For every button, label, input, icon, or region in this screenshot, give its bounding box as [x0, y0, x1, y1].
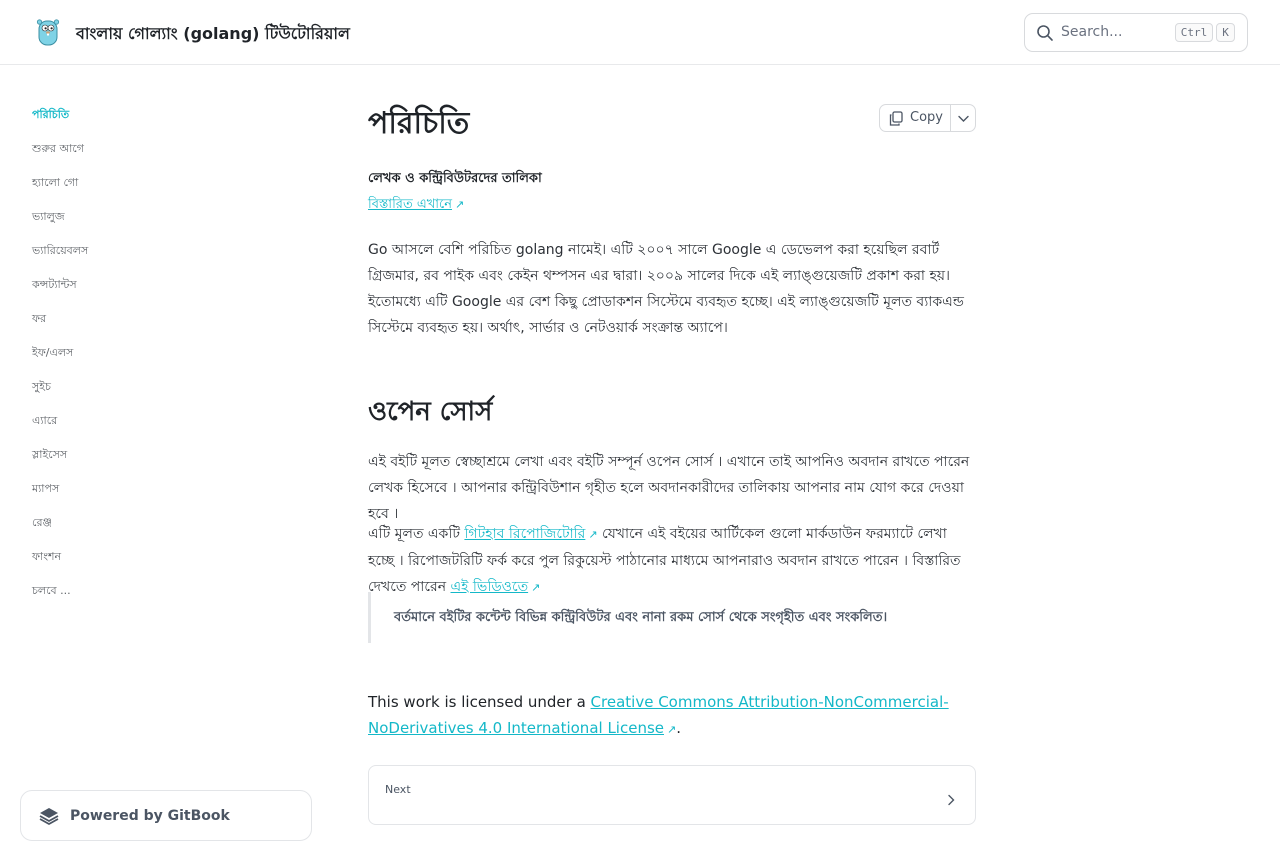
sidebar-item-function[interactable]: ফাংশন [32, 550, 62, 563]
chevron-down-icon[interactable] [957, 112, 970, 125]
copy-divider [950, 105, 951, 131]
sidebar-item-maps[interactable]: ম্যাপস [32, 482, 60, 495]
license-paragraph [368, 689, 976, 743]
authors-heading: লেখক ও কন্ট্রিবিউটরদের তালিকা [368, 171, 542, 186]
repo-text-pre: এটি মূলত একটি [368, 526, 465, 542]
powered-by-label: Powered by GitBook [70, 808, 230, 824]
search-icon [1036, 24, 1054, 42]
repo-text-mid: যেখানে এই বইয়ের আর্টিকেল গুলো মার্কডাউন ফরম্যাটে লেখা হচ্ছে । রিপোজটরিটি ফর্ক করে পুল রিকুয়েস্ট পাঠানোর মাধ্যমে আপনারাও অবদান রাখতে পারেন । বিস্তারিত দেখতে পারেন [368, 526, 961, 595]
license-text-pre: This work is licensed under a [368, 693, 591, 711]
site-title[interactable]: বাংলায় গোল্যাং (golang) টিউটোরিয়াল [76, 24, 350, 43]
sidebar-nav [0, 65, 336, 824]
sidebar-item-values[interactable]: ভ্যালুজ [32, 210, 65, 223]
sidebar-item-range[interactable]: রেঞ্জ [32, 516, 52, 529]
top-header [0, 0, 1280, 65]
shortcut-key-k: K [1216, 23, 1235, 42]
github-repo-link[interactable]: গিটহাব রিপোজিটোরি [464, 526, 586, 542]
intro-paragraph: Go আসলে বেশি পরিচিত golang নামেই। এটি ২০০৭ সালে Google এ ডেভেলপ করা হয়েছিল রবার্ট গ্রিজমার, রব পাইক এবং কেইন থম্পসন এর দ্বারা। ২০০৯ সালের দিকে এই ল্যাঙ্গুয়েজটি প্রকাশ করা হয়। ইতোমধ্যে এটি Google এর বেশ কিছু প্রোডাকশন সিস্টেমে ব্যবহৃত হচ্ছে। এই ল্যাঙ্গুয়েজটি মূলত ব্যাকএন্ড সিস্টেমে ব্যবহৃত হয়। অর্থাৎ, সার্ভার ও নেটওয়ার্ক সংক্রান্ত অ্যাপে। [368, 242, 964, 336]
sidebar-item-variables[interactable]: ভ্যারিয়েবলস [32, 244, 89, 257]
powered-by-gitbook[interactable] [20, 790, 312, 841]
external-link-icon: ↗ [455, 198, 465, 211]
chevron-right-icon [945, 794, 957, 806]
gopher-logo-icon[interactable] [36, 17, 60, 47]
repo-paragraph [368, 521, 976, 601]
copy-page-button[interactable] [879, 104, 976, 132]
search-placeholder: Search... [1061, 24, 1123, 40]
sidebar-item-array[interactable]: এ্যারে [32, 414, 58, 427]
sidebar-item-before-start[interactable]: শুরুর আগে [32, 142, 84, 155]
sidebar-item-hello-go[interactable]: হ্যালো গো [32, 176, 79, 189]
details-link-wrapper [368, 195, 464, 216]
sidebar-item-if-else[interactable]: ইফ/এলস [32, 346, 74, 359]
next-page-card[interactable] [368, 765, 976, 825]
open-source-heading: ওপেন সোর্স [368, 397, 493, 427]
sidebar-item-slices[interactable]: স্লাইসেস [32, 448, 68, 461]
details-link[interactable]: বিস্তারিত এখানে [368, 197, 453, 212]
next-label: Next [385, 783, 411, 796]
open-source-paragraph: এই বইটি মূলত স্বেচ্ছাশ্রমে লেখা এবং বইটি সম্পূর্ন ওপেন সোর্স । এখানে তাই আপনিও অবদান রাখতে পারেন লেখক হিসেবে । আপনার কন্ট্রিবিউশান গৃহীত হলে অবদানকারীদের তালিকায় আপনার নাম যোগ করে দেওয়া হবে । [368, 454, 970, 522]
video-link[interactable]: এই ভিডিওতে [450, 579, 529, 595]
sidebar-item-for[interactable]: ফর [32, 312, 47, 325]
copy-icon [889, 111, 903, 126]
quote-text: বর্তমানে বইটির কন্টেন্ট বিভিন্ন কন্ট্রিবিউটর এবং নানা রকম সোর্স থেকে সংগৃহীত এবং সংকলিত। [394, 610, 888, 625]
sidebar-item-introduction[interactable]: পরিচিতি [32, 108, 70, 121]
sidebar-item-constants[interactable]: কন্সট্যান্টস [32, 278, 77, 291]
license-link[interactable]: Creative Commons Attribution-NonCommercial-NoDerivatives 4.0 International License [368, 693, 949, 737]
sidebar-item-switch[interactable]: সুইচ [32, 380, 51, 393]
blockquote [368, 592, 976, 643]
gitbook-icon [38, 806, 60, 826]
sidebar-item-to-be-continued[interactable]: চলবে ... [32, 584, 71, 597]
license-text-post: . [676, 719, 681, 737]
external-link-icon: ↗ [588, 528, 598, 541]
copy-label: Copy [910, 110, 943, 125]
shortcut-key-ctrl: Ctrl [1175, 23, 1213, 42]
external-link-icon: ↗ [531, 581, 541, 594]
page-title: পরিচিতি [368, 106, 470, 141]
search-box[interactable] [1024, 13, 1248, 52]
external-link-icon: ↗ [667, 723, 677, 736]
